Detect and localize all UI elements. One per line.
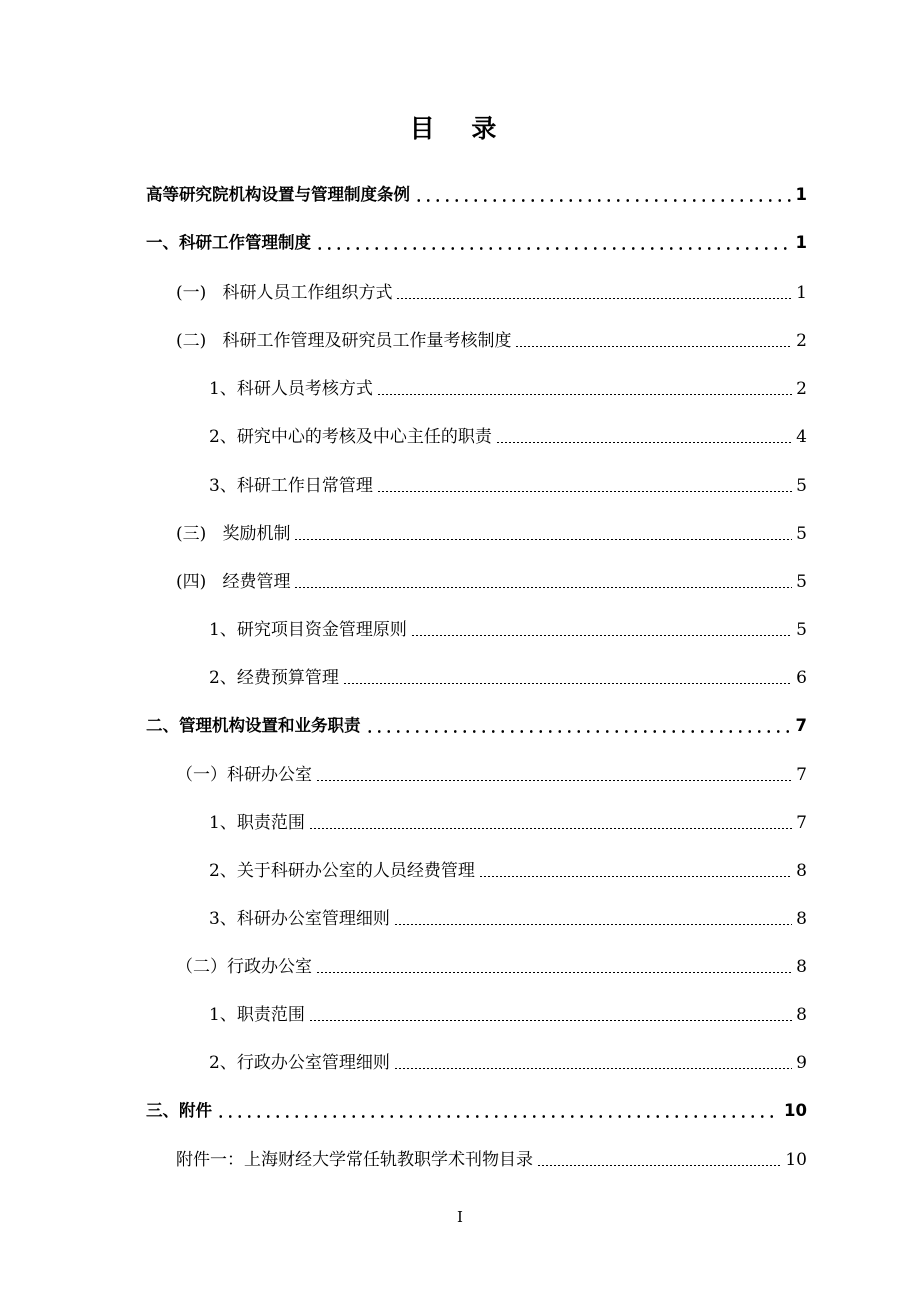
toc-title: 目 录 — [409, 114, 511, 143]
toc-entry-label: 2、经费预算管理 — [209, 668, 339, 688]
toc-entry-page: 5 — [796, 476, 807, 496]
toc-entry[interactable] — [176, 521, 807, 547]
toc-entry-page: 10 — [784, 1101, 807, 1120]
toc-entry-page: 2 — [796, 331, 807, 351]
toc-entry-page: 8 — [796, 909, 807, 929]
dot-leader — [316, 972, 792, 973]
dot-leader — [411, 635, 792, 636]
dot-leader — [515, 346, 792, 347]
toc-entry-label: 一、科研工作管理制度 — [146, 233, 311, 252]
toc-entry-label: 1、职责范围 — [209, 813, 305, 833]
dot-leader — [309, 1020, 792, 1021]
toc-entry-page: 10 — [785, 1150, 807, 1170]
toc-entry[interactable] — [146, 1098, 807, 1124]
toc-entry-label: 1、职责范围 — [209, 1005, 305, 1025]
toc-entry[interactable] — [209, 424, 807, 450]
toc-entry[interactable] — [209, 858, 807, 884]
toc-entry-label: 1、科研人员考核方式 — [209, 379, 373, 399]
toc-entry-page: 7 — [795, 716, 807, 735]
toc-entry-label: 二、管理机构设置和业务职责 — [146, 716, 361, 735]
toc-entry[interactable] — [209, 376, 807, 402]
toc-entry-label: (一) 科研人员工作组织方式 — [176, 283, 393, 303]
dot-leader — [294, 587, 792, 588]
toc-entry[interactable] — [146, 713, 807, 739]
toc-entry-label: (三) 奖励机制 — [176, 524, 291, 544]
toc-entry[interactable] — [209, 1002, 807, 1028]
toc-entry[interactable] — [176, 954, 807, 980]
toc-entry[interactable] — [176, 569, 807, 595]
toc-entry-page: 1 — [795, 233, 807, 252]
toc-entry-page: 8 — [796, 1005, 807, 1025]
toc-entry-page: 1 — [796, 283, 807, 303]
toc-entry-page: 1 — [795, 185, 807, 204]
toc-entry-page: 5 — [796, 620, 807, 640]
toc-entry-label: 2、关于科研办公室的人员经费管理 — [209, 861, 475, 881]
toc-entry[interactable] — [209, 1050, 807, 1076]
toc-entry[interactable] — [209, 473, 807, 499]
dot-leader — [216, 1115, 780, 1118]
toc-entry[interactable] — [146, 182, 807, 208]
dot-leader — [394, 924, 792, 925]
dot-leader — [315, 247, 792, 250]
toc-entry[interactable] — [176, 280, 807, 306]
toc-entry-label: （二）行政办公室 — [176, 957, 312, 977]
toc-entry-page: 2 — [796, 379, 807, 399]
dot-leader — [294, 539, 792, 540]
toc-entry-page: 6 — [796, 668, 807, 688]
dot-leader — [377, 491, 792, 492]
toc-entry-page: 8 — [796, 957, 807, 977]
toc-entry-label: 2、研究中心的考核及中心主任的职责 — [209, 427, 492, 447]
toc-entry-label: 3、科研办公室管理细则 — [209, 909, 390, 929]
toc-entry[interactable] — [209, 617, 807, 643]
dot-leader — [309, 828, 792, 829]
dot-leader — [316, 780, 792, 781]
toc-entry-label: 三、附件 — [146, 1101, 212, 1120]
toc-entry-page: 7 — [796, 813, 807, 833]
dot-leader — [365, 730, 792, 733]
toc-entry-label: 附件一：上海财经大学常任轨教职学术刊物目录 — [176, 1150, 533, 1170]
dot-leader — [479, 876, 792, 877]
dot-leader — [377, 394, 792, 395]
dot-leader — [496, 442, 792, 443]
toc-entry[interactable] — [176, 328, 807, 354]
dot-leader — [396, 298, 792, 299]
toc-entry[interactable] — [209, 810, 807, 836]
toc-entry[interactable] — [209, 665, 807, 691]
toc-entry-page: 7 — [796, 765, 807, 785]
toc-entry[interactable] — [146, 230, 807, 256]
dot-leader — [343, 683, 792, 684]
page-number: I — [457, 1208, 463, 1226]
toc-entry-label: (二) 科研工作管理及研究员工作量考核制度 — [176, 331, 512, 351]
dot-leader — [537, 1165, 781, 1166]
toc-entry-label: （一）科研办公室 — [176, 765, 312, 785]
toc-entry-label: 2、行政办公室管理细则 — [209, 1053, 390, 1073]
toc-entry[interactable] — [176, 1147, 807, 1173]
toc-entry-label: (四) 经费管理 — [176, 572, 291, 592]
toc-entry-page: 4 — [796, 427, 807, 447]
toc-entry-label: 高等研究院机构设置与管理制度条例 — [146, 185, 410, 204]
toc-entry-page: 9 — [796, 1053, 807, 1073]
toc-entry-page: 5 — [796, 524, 807, 544]
toc-entry-label: 1、研究项目资金管理原则 — [209, 620, 407, 640]
dot-leader — [414, 199, 792, 202]
toc-entry-label: 3、科研工作日常管理 — [209, 476, 373, 496]
toc-entry-page: 8 — [796, 861, 807, 881]
dot-leader — [394, 1068, 792, 1069]
toc-entry[interactable] — [209, 906, 807, 932]
toc-entry-page: 5 — [796, 572, 807, 592]
toc-entry[interactable] — [176, 762, 807, 788]
